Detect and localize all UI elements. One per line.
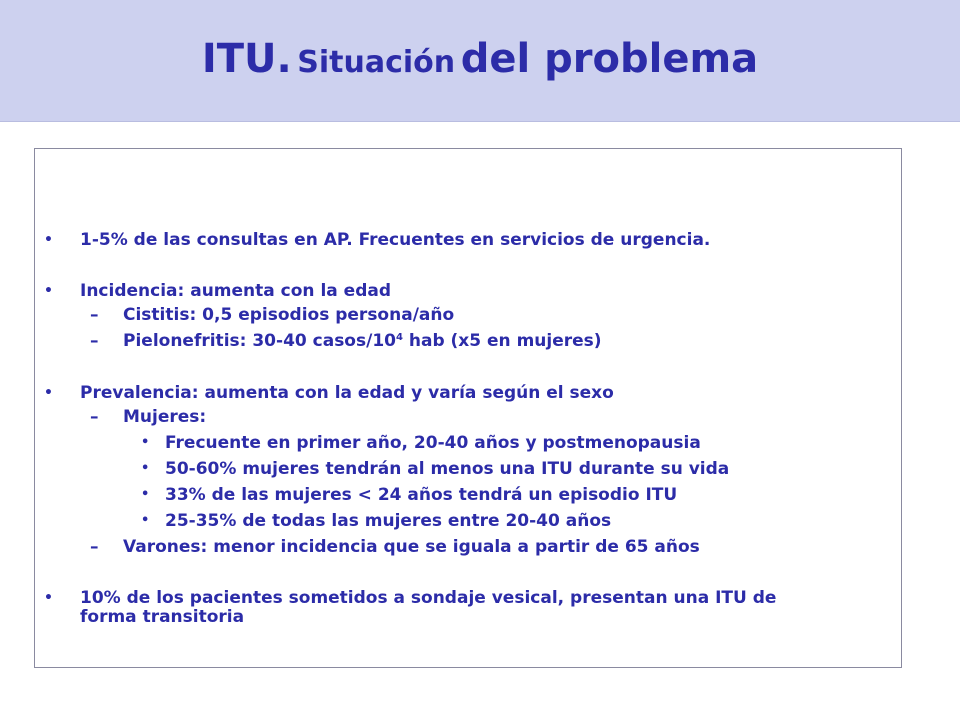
slide-title [0, 36, 960, 82]
mujeres-item-50-60: 50-60% mujeres tendrán al menos una ITU durante su vida [165, 459, 730, 479]
title-part-problema: del problema [460, 36, 759, 82]
bullet-incidencia: Incidencia: aumenta con la edad [80, 281, 391, 301]
dash-marker: – [90, 305, 99, 325]
mujeres-item-25-35: 25-35% de todas las mujeres entre 20-40 años [165, 511, 612, 531]
bullet-marker: • [141, 435, 150, 450]
bullet-sondaje-line2: forma transitoria [80, 607, 245, 627]
sub-varones: Varones: menor incidencia que se iguala a partir de 65 años [123, 537, 700, 557]
title-banner [0, 0, 960, 122]
sub-mujeres: Mujeres: [123, 407, 207, 427]
dash-marker: – [90, 331, 99, 351]
dash-marker: – [90, 407, 99, 427]
bullet-prevalencia: Prevalencia: aumenta con la edad y varía según el sexo [80, 383, 614, 403]
sub-pielonefritis [123, 331, 602, 351]
pielonefritis-text: Pielonefritis: 30-40 casos/10 [123, 331, 396, 351]
title-part-itu: ITU. [201, 36, 292, 82]
dash-marker: – [90, 537, 99, 557]
bullet-marker: • [141, 461, 150, 476]
bullet-marker: • [44, 590, 53, 606]
pielonefritis-exponent: 4 [395, 332, 403, 343]
title-part-situacion: Situación [297, 45, 456, 80]
sub-cistitis: Cistitis: 0,5 episodios persona/año [123, 305, 455, 325]
bullet-consultas: 1-5% de las consultas en AP. Frecuentes en servicios de urgencia. [80, 230, 711, 250]
bullet-marker: • [141, 513, 150, 528]
bullet-marker: • [141, 487, 150, 502]
bullet-marker: • [44, 232, 53, 248]
mujeres-item-frecuente: Frecuente en primer año, 20-40 años y postmenopausia [165, 433, 701, 453]
bullet-marker: • [44, 283, 53, 299]
bullet-sondaje-line1: 10% de los pacientes sometidos a sondaje vesical, presentan una ITU de [80, 588, 777, 608]
pielonefritis-text-end: hab (x5 en mujeres) [402, 331, 602, 351]
mujeres-item-33: 33% de las mujeres < 24 años tendrá un episodio ITU [165, 485, 678, 505]
bullet-marker: • [44, 385, 53, 401]
